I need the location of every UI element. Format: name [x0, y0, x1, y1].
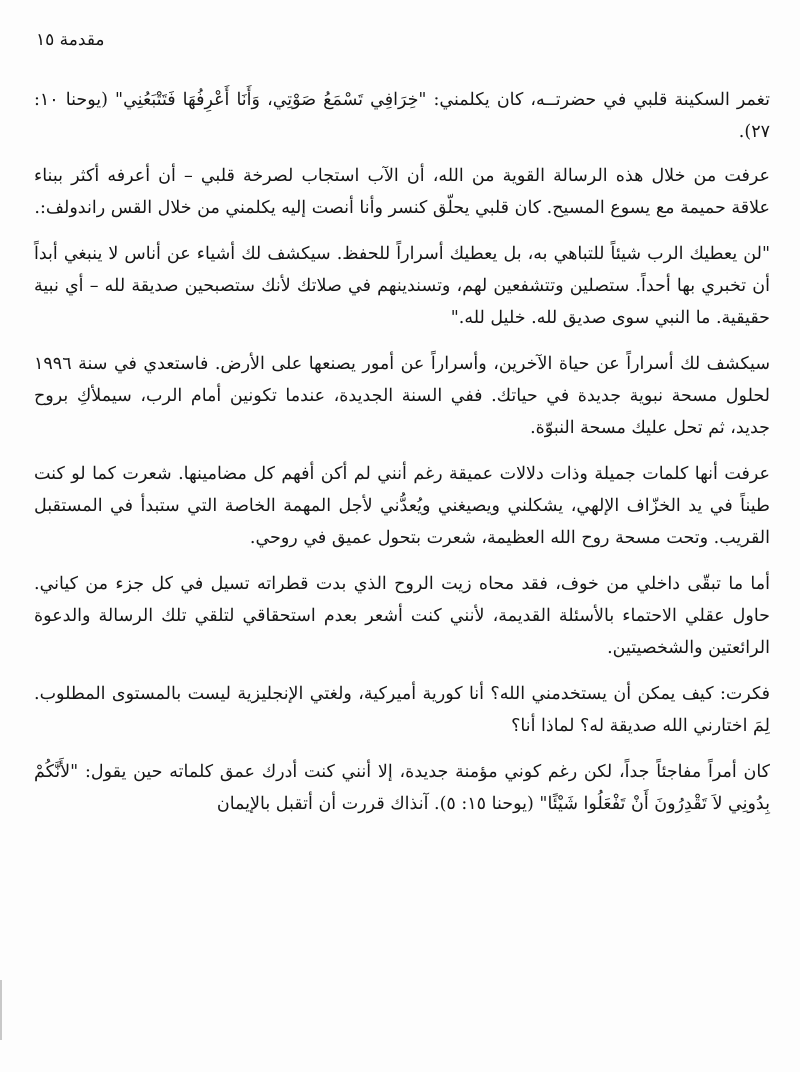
- paragraph-7: فكرت: كيف يمكن أن يستخدمني الله؟ أنا كورية أميركية، ولغتي الإنجليزية ليست بالمستوى المطلوب. لِمَ اختارني الله صديقة له؟ لماذا أنا؟: [34, 684, 770, 736]
- page-number: ١٥: [36, 30, 55, 50]
- paragraph-2: عرفت من خلال هذه الرسالة القوية من الله، أن الآب استجاب لصرخة قلبي – أن أعرفه أكثر ببناء علاقة حميمة مع يسوع المسيح. كان قلبي يحلّق كنسر وأنا أنصت إليه يكلمني من خلال القس راندولف:.: [34, 166, 770, 218]
- body-text: [34, 84, 770, 834]
- paragraph-4: سيكشف لك أسراراً عن حياة الآخرين، وأسراراً عن أمور يصنعها على الأرض. فاستعدي في سنة ١٩٩٦ لحلول مسحة نبوية جديدة في حياتك. ففي السنة الجديدة، عندما تكونين أمام الرب، سيملأكِ بروح جديد، ثم تحل عليك مسحة النبوّة.: [34, 354, 770, 438]
- page-header: [30, 30, 140, 50]
- paragraph-6: أما ما تبقّى داخلي من خوف، فقد محاه زيت الروح الذي بدت قطراته تسيل في كل جزء من كياني. حاول عقلي الاحتماء بالأسئلة القديمة، لأنني كنت أشعر بعدم استحقاقي لتلقي تلك الرسالة والدعوة الرائعتين والشخصيتين.: [34, 574, 770, 658]
- paragraph-3-quote: "لن يعطيك الرب شيئاً للتباهي به، بل يعطيك أسراراً للحفظ. سيكشف لك أشياء عن أناس لا ينبغي أبداً أن تخبري بها أحداً. ستصلين وتتشفعين لهم، وتسندينهم في صلاتك لأنك ستصبحين صديقة لله – أي نبية حقيقية. ما النبي سوى صديق لله. خليل لله.": [34, 244, 770, 328]
- paragraph-5: عرفت أنها كلمات جميلة وذات دلالات عميقة رغم أنني لم أكن أفهم كل مضامينها. شعرت كما لو كنت طيناً في يد الخزّاف الإلهي، يشكلني ويصيغني ويُعدُّني لأجل المهمة الخاصة التي ستبدأ في المستقبل القريب. وتحت مسحة روح الله العظيمة، شعرت بتحول عميق في روحي.: [34, 464, 770, 548]
- paragraph-1: تغمر السكينة قلبي في حضرتــه، كان يكلمني: "خِرَافِي تَسْمَعُ صَوْتِي، وَأَنَا أَعْرِفُهَا فَتَتْبَعُنِي" (يوحنا ١٠: ٢٧).: [34, 90, 770, 142]
- page-edge-shadow: [0, 980, 2, 1040]
- section-title: مقدمة: [59, 30, 105, 50]
- paragraph-8: كان أمراً مفاجئاً جداً، لكن رغم كوني مؤمنة جديدة، إلا أنني كنت أدرك عمق كلماته حين يقول: "لأَنَّكُمْ بِدُونِي لاَ تَقْدِرُونَ أَنْ تَفْعَلُوا شَيْئًا" (يوحنا ١٥: ٥). آنذاك قررت أن أتقبل بالإيمان: [34, 762, 770, 814]
